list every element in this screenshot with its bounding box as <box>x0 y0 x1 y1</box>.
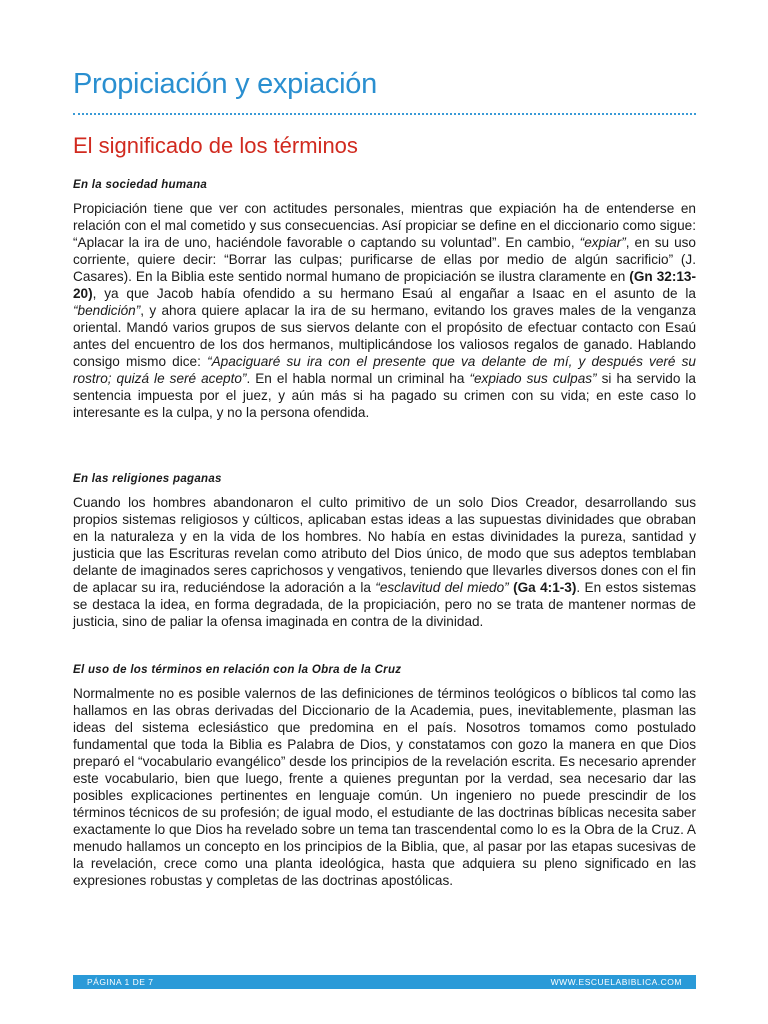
bible-reference: (Gn 32:13-20) <box>73 269 696 301</box>
italic-quote: “bendición” <box>73 303 141 318</box>
section-sociedad-humana <box>73 179 696 421</box>
page-title: Propiciación y expiación <box>73 68 377 100</box>
section-paragraph <box>73 685 696 889</box>
text-run: , en su uso corriente, quiere decir: “Borrar las culpas; purificarse de ellas por medio de algún sacrificio” (J. Casares). En la Biblia este sentido normal humano de propiciación se ilustra claramente en <box>73 235 696 284</box>
page-number: PÁGINA 1 DE 7 <box>87 977 154 987</box>
text-run: si ha servido la sentencia impuesta por el juez, y aún más si ha pagado su crimen con su vida; en este caso lo interesante es la culpa, y no la persona ofendida. <box>73 371 696 420</box>
italic-quote: “expiar” <box>579 235 626 250</box>
text-run: Propiciación tiene que ver con actitudes personales, mientras que expiación ha de entenderse en relación con el mal cometido y sus consecuencias. Así propiciar se define en el diccionario como sigue: “Aplacar la ira de uno, haciéndole favorable o captando su voluntad”. En cambio, <box>73 201 696 250</box>
section-obra-de-la-cruz <box>73 664 696 889</box>
section-paragraph <box>73 494 696 630</box>
bible-reference: (Ga 4:1-3) <box>513 580 577 595</box>
italic-quote: “Apaciguaré su ira con el presente que va delante de mí, y después veré su rostro; quizá le seré acepto” <box>73 354 696 386</box>
section-heading: El uso de los términos en relación con la Obra de la Cruz <box>73 664 402 676</box>
italic-quote: “esclavitud del miedo” <box>375 580 509 595</box>
text-run: , y ahora quiere aplacar la ira de su hermano, evitando los graves males de la venganza oriental. Mandó varios grupos de sus siervos delante con el propósito de efectuar contacto con Esaú antes del encuentro de los dos hermanos, multiplicándose los valiosos regalos de ganado. Hablando consigo mismo dice: <box>73 303 696 369</box>
text-run: Normalmente no es posible valernos de las definiciones de términos teológicos o bíblicos tal como las hallamos en las obras derivadas del Diccionario de la Academia, pues, inevitablemente, plasman las ideas del sistema eclesiástico que predomina en el país. Nosotros tomamos como postulado fundamental que toda la Biblia es Palabra de Dios, y constatamos con gozo la manera en que Dios preparó el “vocabulario evangélico” desde los principios de la revelación escrita. Es necesario aprender este vocabulario, bien que luego, frente a quienes preguntan por la verdad, sea necesario dar las posibles explicaciones pertinentes en lenguaje común. Un ingeniero no puede prescindir de los términos técnicos de su profesión; de igual modo, el estudiante de las doctrinas bíblicas necesita saber exactamente lo que Dios ha revelado sobre un tema tan trascendental como lo es la Obra de la Cruz. A menudo hallamos un concepto en los principios de la Biblia, que, al pasar por las etapas sucesivas de la revelación, crece como una planta ideológica, hasta que adquiera su pleno significado en las expresiones robustas y completas de las doctrinas apostólicas. <box>73 686 696 888</box>
title-dotted-divider <box>73 113 696 115</box>
text-run: . En estos sistemas se destaca la idea, en forma degradada, de la propiciación, pero no se trata de mantener normas de justicia, sino de paliar la ofensa imaginada en contra de la divinidad. <box>73 580 696 629</box>
page-footer <box>73 975 696 989</box>
section-title: El significado de los términos <box>73 133 358 158</box>
italic-quote: “expiado sus culpas” <box>469 371 597 386</box>
section-heading: En las religiones paganas <box>73 473 222 485</box>
section-paragraph <box>73 200 696 421</box>
section-religiones-paganas <box>73 473 696 630</box>
text-run: Cuando los hombres abandonaron el culto primitivo de un solo Dios Creador, desarrollando sus propios sistemas religiosos y cúlticos, aplicaban estas ideas a las supuestas divinidades que obraban en la naturaleza y en la vida de los hombres. No había en estas divinidades la pureza, santidad y justicia que las Escrituras revelan como atributo del Dios único, de modo que sus adeptos temblaban delante de imaginados seres caprichosos y vengativos, teniendo que llevarles diversos dones con el fin de aplacar su ira, reduciéndose la adoración a la <box>73 495 696 595</box>
text-run: , ya que Jacob había ofendido a su hermano Esaú al engañar a Isaac en el asunto de la <box>92 286 696 301</box>
text-run: . En el habla normal un criminal ha <box>246 371 470 386</box>
website-link[interactable]: WWW.ESCUELABIBLICA.COM <box>550 977 682 987</box>
section-heading: En la sociedad humana <box>73 179 208 191</box>
